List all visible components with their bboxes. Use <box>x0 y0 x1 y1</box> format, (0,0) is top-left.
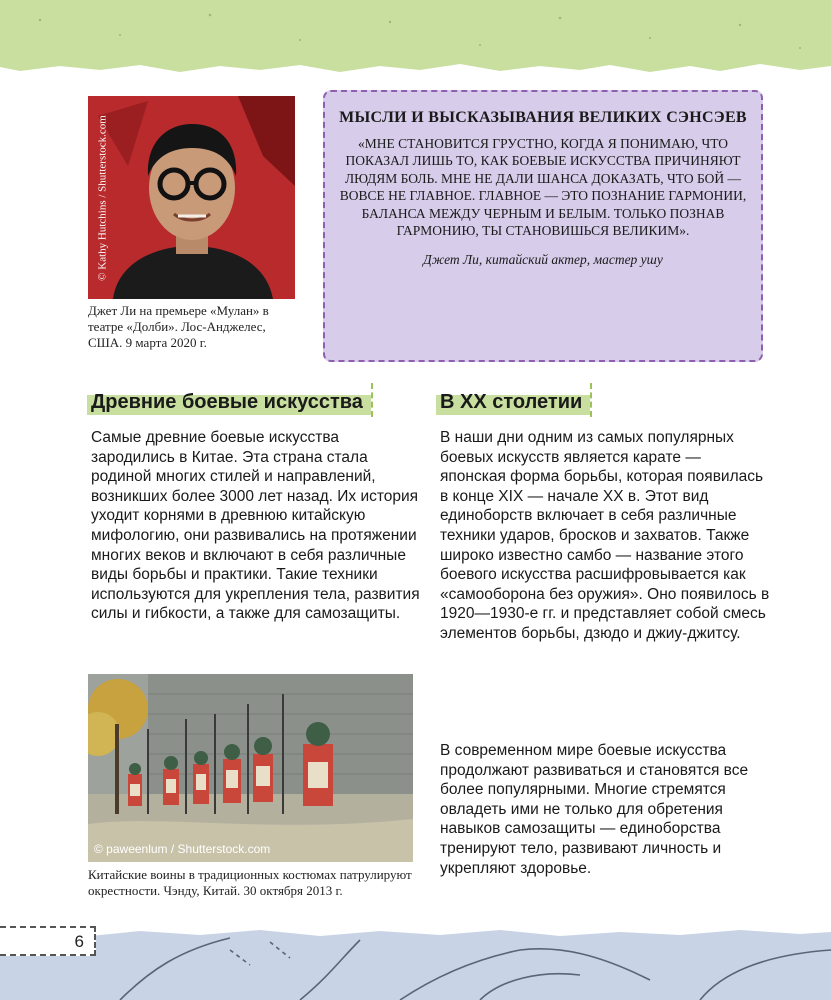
section-heading-20th-century: В XX столетии <box>440 389 592 415</box>
warriors-caption: Китайские воины в традиционных костюмах патрулируют окрестности. Чэнду, Китай. 30 октября 2013 г. <box>88 867 412 898</box>
portrait-caption: Джет Ли на премьере «Мулан» в театре «Долби». Лос-Анджелес, США. 9 марта 2020 г. <box>88 303 269 350</box>
quote-title: МЫСЛИ И ВЫСКАЗЫВАНИЯ ВЕЛИКИХ СЭНСЭЕВ <box>339 109 747 126</box>
jet-li-portrait-photo <box>88 96 295 299</box>
quote-text: «МНЕ СТАНОВИТСЯ ГРУСТНО, КОГДА Я ПОНИМАЮ, ЧТО ПОКАЗАЛ ЛИШЬ ТО, КАК БОЕВЫЕ ИСКУССТВА ПРИЧИНЯЮТ ЛЮДЯМ БОЛЬ. МНЕ НЕ ДАЛИ ШАНСА ДОКАЗАТЬ, ЧТО БОЙ — ВОВСЕ НЕ ГЛАВНОЕ. ГЛАВНОЕ — ЭТО ПОЗНАНИЕ ГАРМОНИИ, БАЛАНСА МЕЖДУ ЧЕРНЫМ И БЕЛЫМ. ТОЛЬКО ПОЗНАВ ГАРМОНИЮ, ТЫ СТАНОВИШЬСЯ ВЕЛИКИМ». <box>339 136 747 239</box>
section-heading-ancient-arts: Древние боевые искусства <box>91 389 373 415</box>
quote-author: Джет Ли, китайский актер, мастер ушу <box>423 252 663 268</box>
20th-century-text-2: В современном мире боевые искусства продолжают развиваться и становятся все более популярными. Многие стремятся овладеть ими не только для обретения навыков самозащиты — единоборства тренируют тело, развивают личность и укрепляют здоровье. <box>440 742 749 877</box>
bottom-decorative-band <box>0 920 831 1000</box>
warriors-illustration <box>88 674 413 862</box>
page-number: 6 <box>74 932 84 951</box>
warriors-photo-credit: © paweenlum / Shutterstock.com <box>94 842 271 856</box>
page-number-box <box>0 926 96 956</box>
portrait-photo-credit: © Kathy Hutchins / Shutterstock.com <box>96 114 109 281</box>
ancient-arts-text: Самые древние боевые искусства зародились в Китае. Эта страна стала родиной многих стилей и направлений, возникших более 3000 лет назад. Их история уходит корнями в древнюю китайскую мифологию, они развивались на протяжении многих веков и включают в себя различные виды борьбы и практики. Такие техники используются для укрепления тела, развития силы и гибкости, а также для самозащиты. <box>91 429 420 623</box>
portrait-illustration <box>88 96 295 299</box>
20th-century-text-1: В наши дни одним из самых популярных боевых искусств является карате — японская форма борьбы, которая появилась в конце XIX — начале XX в. Этот вид единоборств включает в себя различные техники ударов, бросков и захватов. Также широко известно самбо — название этого боевого искусства расшифровывается как «самооборона без оружия». Оно появилось в 1920—1930-е гг. и представляет собой смесь элементов борьбы, дзюдо и джиу-джитсу. <box>440 429 770 642</box>
sensei-quote-box <box>323 90 763 362</box>
chinese-warriors-photo <box>88 674 413 862</box>
top-decorative-band <box>0 0 831 80</box>
